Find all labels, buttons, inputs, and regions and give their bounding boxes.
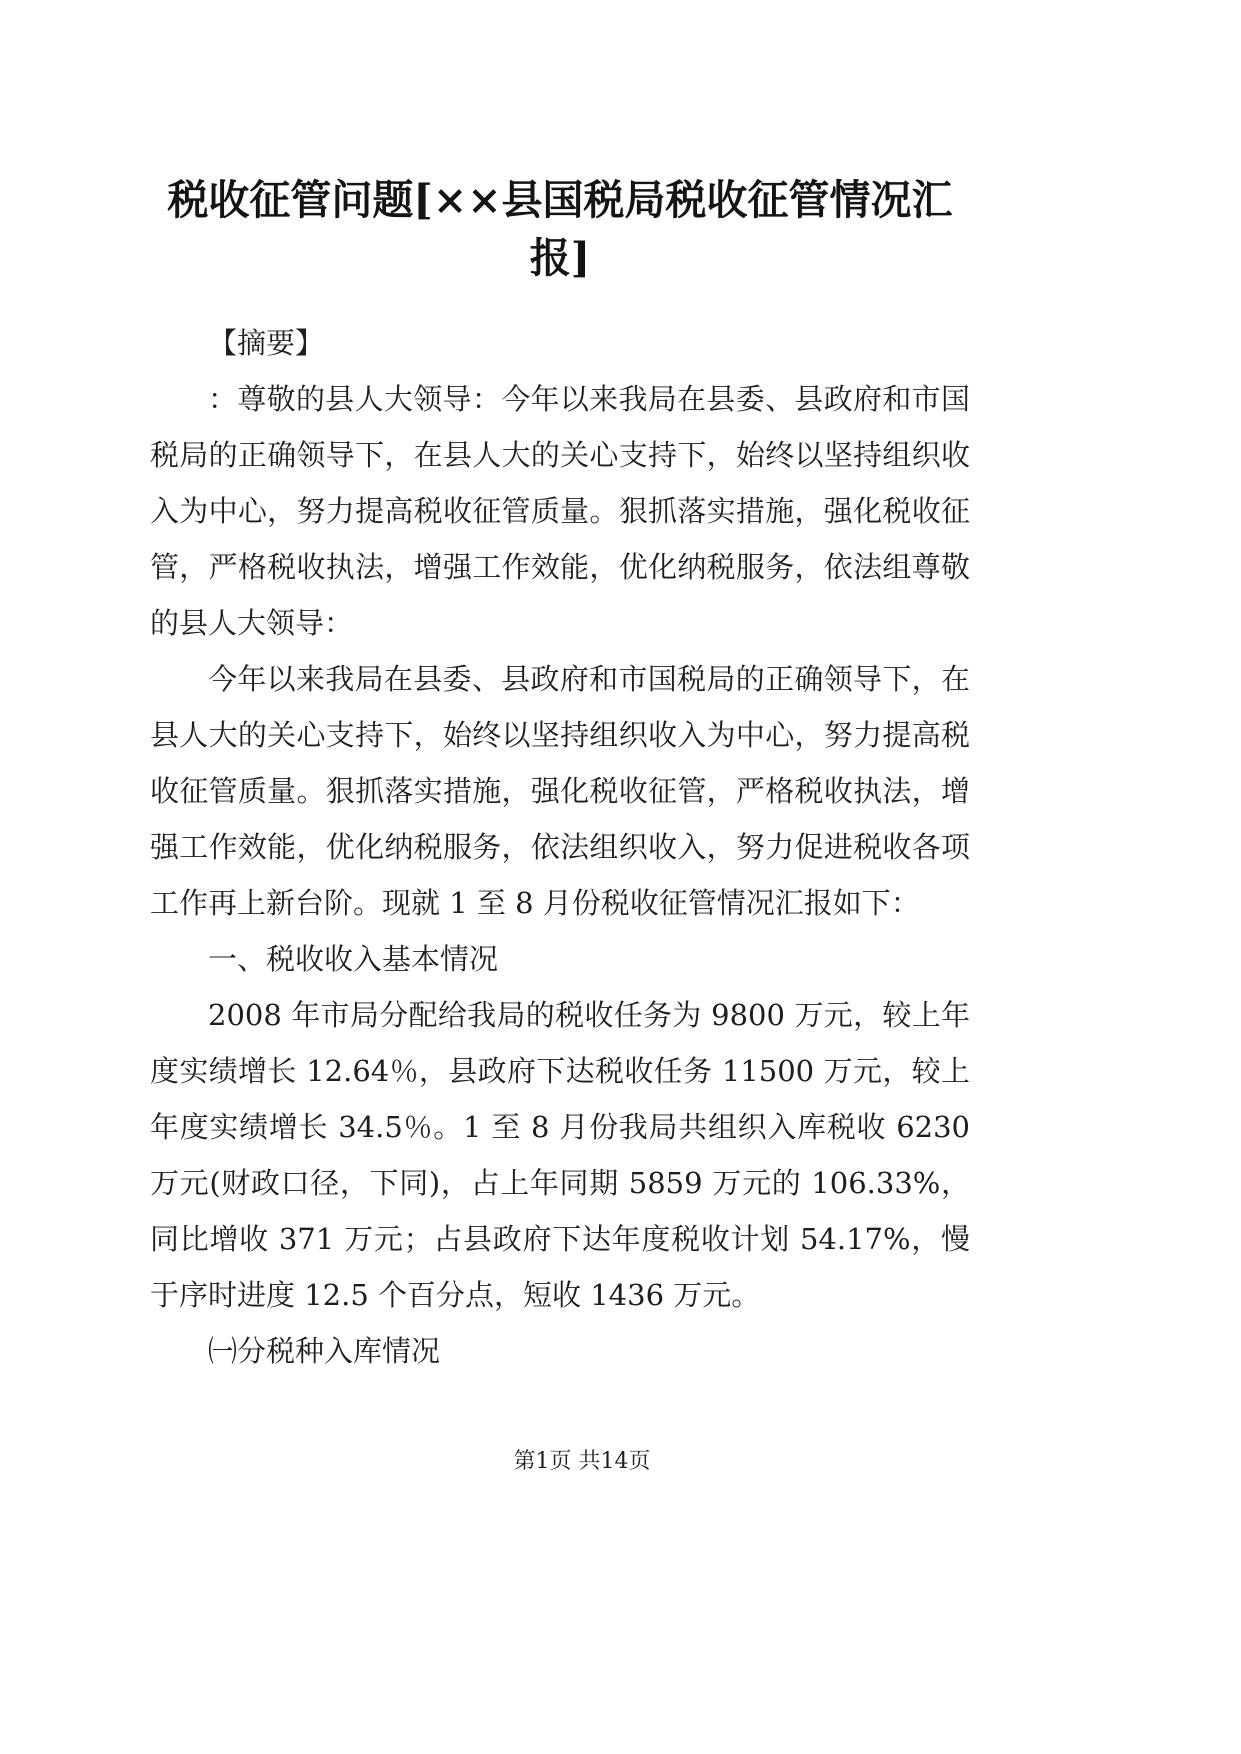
abstract-label: 【摘要】 [208,326,325,360]
body-paragraph: ：尊敬的县人大领导：今年以来我局在县委、县政府和市国税局的正确领导下，在县人大的关心支持下，始终以坚持组织收入为中心，努力提高税收征管质量。狠抓落实措施，强化税收征管，严格税收执法，增强工作效能，优化纳税服务，依法组尊敬的县人大领导： [150,382,970,640]
document-body [150,171,970,1379]
body-paragraph: 今年以来我局在县委、县政府和市国税局的正确领导下，在县人大的关心支持下，始终以坚持组织收入为中心，努力提高税收征管质量。狠抓落实措施，强化税收征管，严格税收执法，增强工作效能，优化纳税服务，依法组织收入，努力促进税收各项工作再上新台阶。现就 1 至 8 月份税收征管情况汇报如下： [150,662,970,920]
body-paragraph: 2008 年市局分配给我局的税收任务为 9800 万元，较上年度实绩增长 12.64％，县政府下达税收任务 11500 万元，较上年度实绩增长 34.5％。1 至 8 月份我局共组织入库税收 6230 万元(财政口径，下同)，占上年同期 5859 万元的 106.33%，同比增收 371 万元；占县政府下达年度税收计划 54.17%，慢于序时进度 12.5 个百分点，短收 1436 万元。 [150,998,970,1312]
document-title: 税收征管问题[××县国税局税收征管情况汇报] [167,176,953,282]
subsection-heading: ㈠分税种入库情况 [208,1334,441,1368]
section-heading: 一、税收收入基本情况 [208,942,499,976]
page-footer: 第1页 共14页 [513,1449,651,1474]
